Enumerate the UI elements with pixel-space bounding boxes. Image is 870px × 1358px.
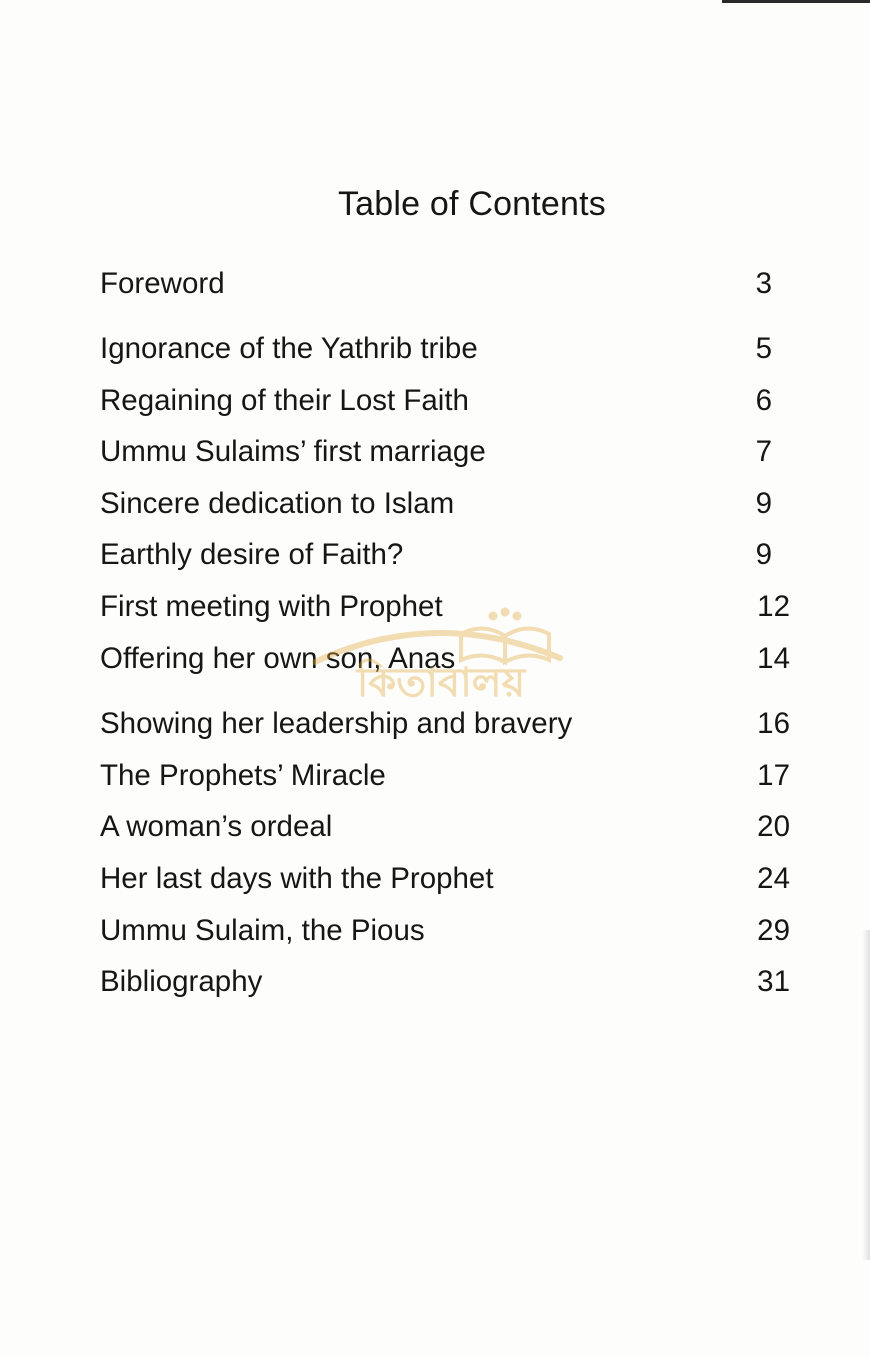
toc-entry-page: 31 — [757, 965, 790, 998]
toc-entry-page: 17 — [757, 759, 790, 792]
toc-entry-page: 29 — [757, 914, 790, 947]
toc-entry-title: Sincere dedication to Islam — [100, 487, 455, 520]
toc-entry-page: 16 — [757, 707, 790, 740]
toc-entry-title: Bibliography — [100, 965, 263, 998]
toc-entry-page: 6 — [755, 384, 772, 417]
toc-entry — [100, 264, 790, 304]
watermark-logo — [305, 600, 577, 710]
toc-entry — [100, 962, 790, 1002]
toc-entry — [100, 756, 790, 796]
toc-entry-page: 20 — [757, 810, 790, 843]
toc-entry-title: A woman’s ordeal — [100, 810, 333, 843]
toc-entry — [100, 535, 790, 575]
toc-entry-page: 9 — [755, 487, 772, 520]
watermark-text: কিতাবালয় — [356, 660, 526, 706]
scan-edge-right — [862, 930, 870, 1260]
toc-entry-page: 14 — [757, 642, 790, 675]
toc-entry-title: First meeting with Prophet — [100, 590, 443, 623]
toc-entry-page: 12 — [757, 590, 790, 623]
toc-entry-title: Ignorance of the Yathrib tribe — [100, 332, 478, 365]
toc-entry-page: 7 — [755, 435, 772, 468]
toc-entry-page: 9 — [755, 538, 772, 571]
toc-entry-page: 3 — [755, 267, 772, 300]
toc-entry-title: Regaining of their Lost Faith — [100, 384, 469, 417]
toc-entry-page: 24 — [757, 862, 790, 895]
toc-entry-page: 5 — [755, 332, 772, 365]
watermark-graphic — [305, 600, 577, 710]
toc-entry-title: Offering her own son, Anas — [100, 642, 456, 675]
toc-entry — [100, 381, 790, 421]
toc-entry — [100, 329, 790, 369]
toc-entry-title: Her last days with the Prophet — [100, 862, 494, 895]
toc-entry-title: Ummu Sulaim, the Pious — [100, 914, 425, 947]
toc-entry-title: The Prophets’ Miracle — [100, 759, 386, 792]
toc-entry — [100, 911, 790, 951]
page-title: Table of Contents — [337, 185, 606, 223]
toc-entry — [100, 807, 790, 847]
toc-entry-title: Showing her leadership and bravery — [100, 707, 573, 740]
toc-entry-title: Earthly desire of Faith? — [100, 538, 404, 571]
toc-entry-title: Foreword — [100, 267, 225, 300]
toc-entry — [100, 432, 790, 472]
toc-entry — [100, 484, 790, 524]
toc-entry — [100, 859, 790, 899]
toc-entry-title: Ummu Sulaims’ first marriage — [100, 435, 486, 468]
